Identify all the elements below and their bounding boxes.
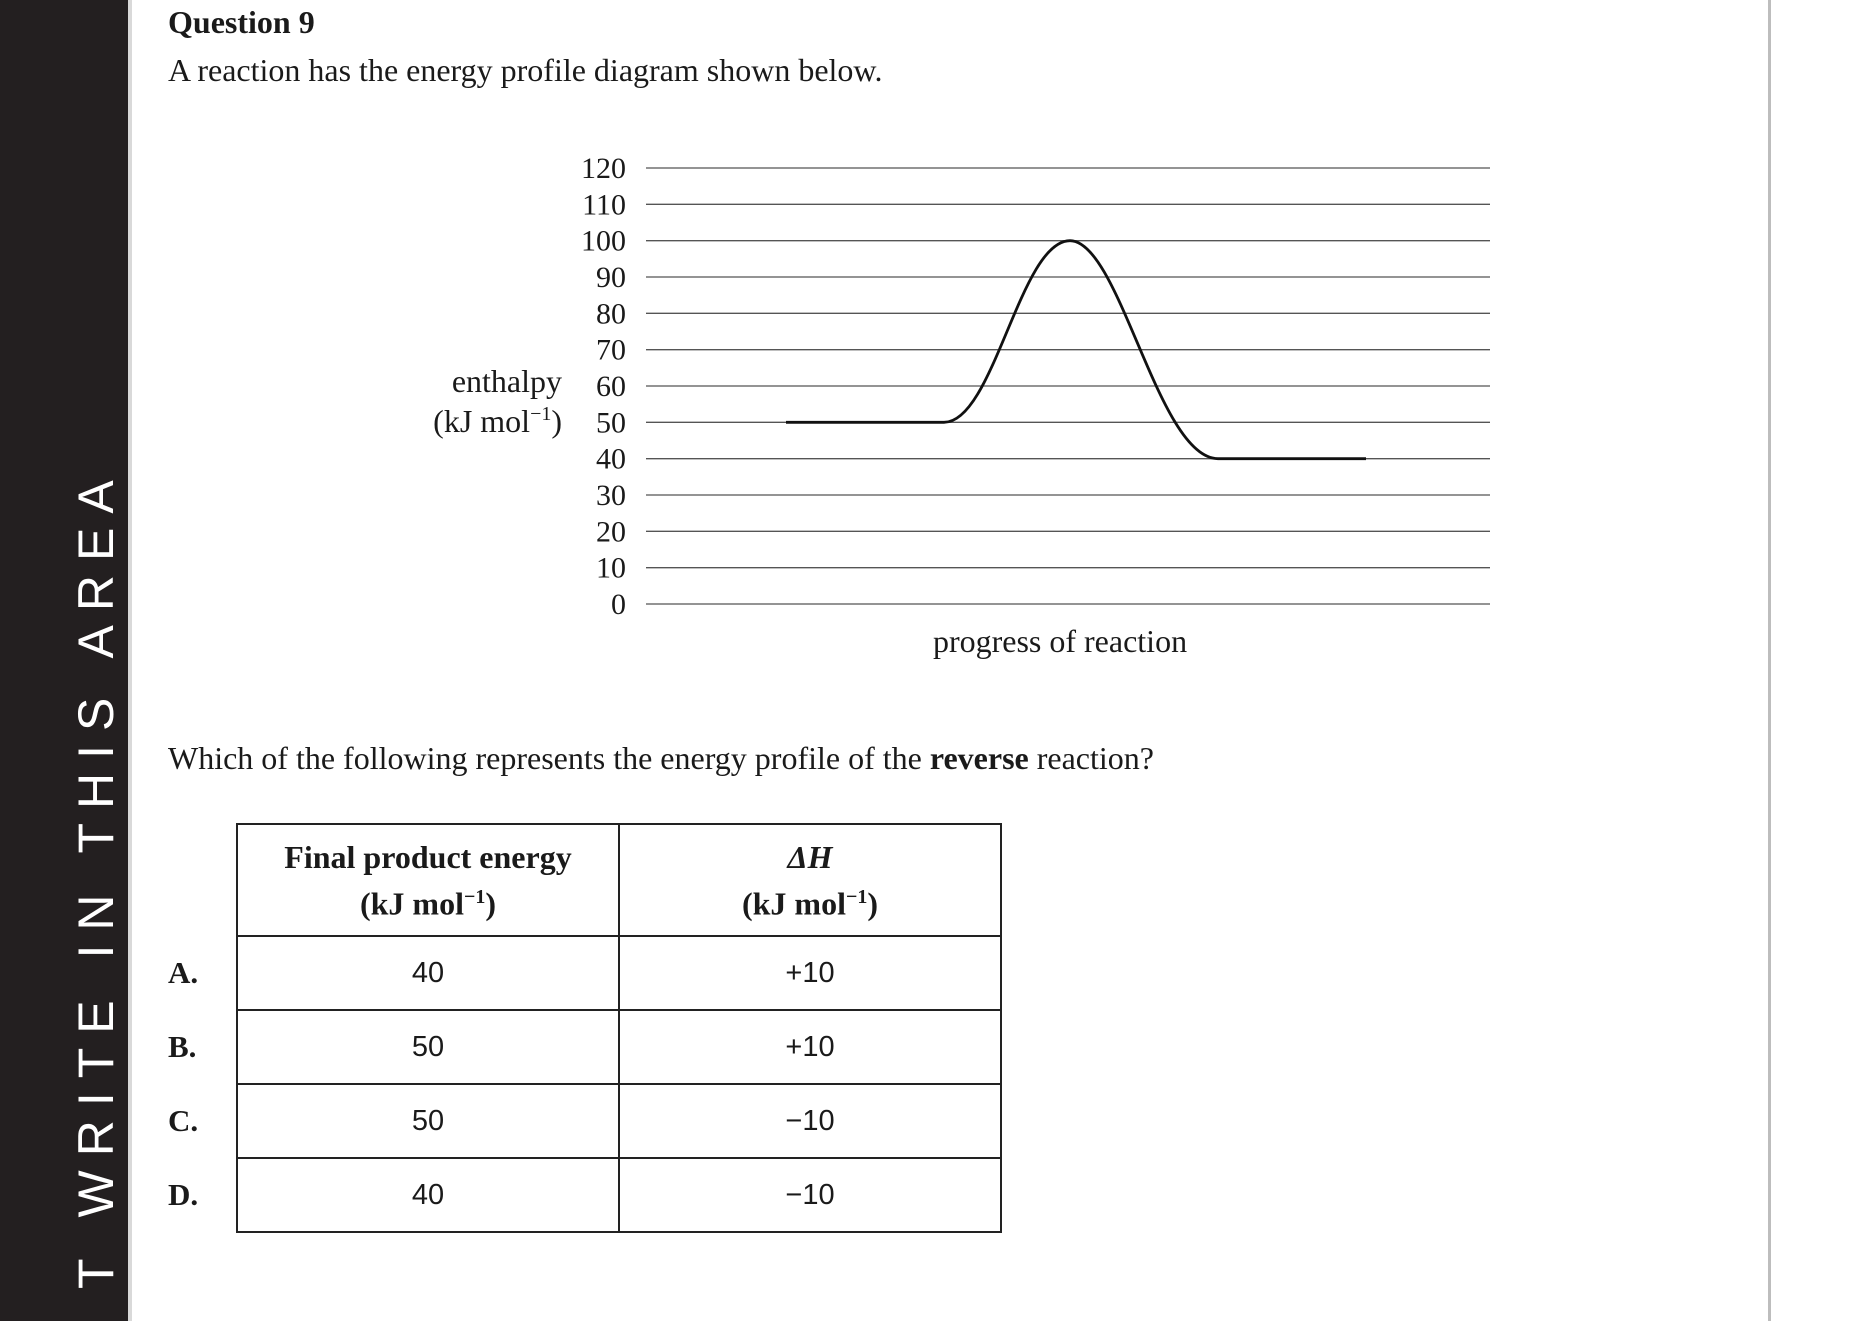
question-title: Question 9: [168, 4, 315, 40]
table-row: [237, 936, 1001, 1010]
cell-energy-c: 50: [237, 1084, 619, 1158]
y-axis-label-line1: enthalpy: [451, 363, 562, 399]
table-row: [237, 1158, 1001, 1232]
emphasis-reverse: reverse: [929, 740, 1029, 776]
options-table: [236, 823, 1002, 1233]
question-prompt: Which of the following represents the energy profile of the reverse reaction?: [168, 740, 1154, 776]
y-axis-label-line2: (kJ mol$^{-1}$): [433, 403, 562, 439]
margin-warning-text: T WRITE IN THIS AREA: [68, 466, 124, 1289]
header-final-product-energy: Final product energy (kJ mol$^{-1}$): [237, 824, 619, 936]
cell-energy-d: 40: [237, 1158, 619, 1232]
y-tick-label: 80: [596, 297, 626, 331]
option-letter-a: A.: [168, 955, 199, 990]
y-tick-label: 30: [596, 479, 626, 512]
y-tick-label: 120: [581, 152, 626, 185]
y-tick-label: 110: [582, 188, 626, 222]
y-tick-label: 40: [596, 442, 626, 476]
cell-dh-b: +10: [619, 1010, 1001, 1084]
option-letter-b: B.: [168, 1029, 197, 1064]
header-delta-h: ΔH (kJ mol$^{-1}$): [619, 824, 1001, 936]
cell-dh-a: +10: [619, 936, 1001, 1010]
y-tick-label: 0: [611, 588, 626, 621]
y-tick-label: 100: [581, 224, 626, 258]
y-tick-label: 10: [596, 551, 626, 585]
table-row: [237, 1084, 1001, 1158]
option-letter-d: D.: [168, 1177, 199, 1212]
y-tick-label: 60: [596, 370, 626, 403]
cell-energy-a: 40: [237, 936, 619, 1010]
chart-y-ticks: [581, 152, 626, 621]
y-tick-label: 20: [596, 515, 626, 549]
x-axis-label: progress of reaction: [932, 623, 1188, 659]
cell-dh-c: −10: [619, 1084, 1001, 1158]
option-letter-c: C.: [168, 1103, 199, 1138]
y-tick-label: 90: [596, 261, 626, 294]
options-table-header: [237, 824, 1001, 936]
cell-dh-d: −10: [619, 1158, 1001, 1232]
cell-energy-b: 50: [237, 1010, 619, 1084]
question-stem: A reaction has the energy profile diagram shown below.: [168, 52, 883, 88]
y-tick-label: 70: [596, 333, 626, 367]
table-row: [237, 1010, 1001, 1084]
y-tick-label: 50: [596, 406, 626, 440]
chart-grid: [646, 168, 1490, 604]
